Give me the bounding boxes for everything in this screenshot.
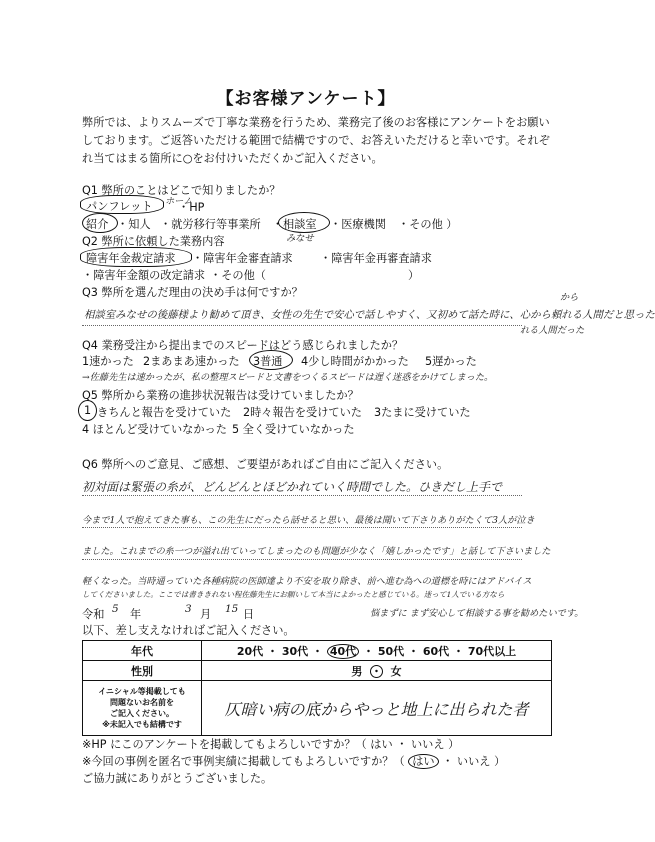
initial-label — [83, 681, 202, 736]
q4-option-3[interactable]: 3普通 — [253, 355, 283, 368]
q1-option-hp[interactable]: ・HP — [178, 201, 205, 214]
gender-options — [202, 661, 552, 681]
age-sep-3: ・ — [363, 644, 374, 658]
intro-text: 弊所では、よりスムーズで丁寧な業務を行うため、業務完了後のお客様にアンケートをお願いしております。ご返答いただける範囲で結構ですので、お答えいただけると幸いです。それぞれ当てはまる箇所に○をお付けいただくかご記入ください。 — [82, 116, 550, 165]
table-row-age — [83, 641, 552, 661]
q5-option-2[interactable]: 2時々報告を受けていた — [243, 406, 362, 419]
q2-initial-circle — [80, 247, 192, 267]
gender-female[interactable]: 女 — [390, 664, 402, 678]
date-year[interactable]: 5 — [112, 603, 119, 615]
q5-question: Q5 弊所から業務の進捗状況報告は受けていましたか？ — [82, 389, 359, 402]
date-month-label: 月 — [200, 608, 212, 621]
age-30[interactable]: 30代 — [281, 644, 309, 658]
q4-answer: →佐藤先生は速かったが、私の整理スピードと文書をつくるスピードは遅く迷惑をかけてしまった。 — [82, 372, 494, 383]
consent-hp[interactable]: ※HP にこのアンケートを掲載してもよろしいですか？（ はい ・ いいえ ） — [82, 738, 460, 751]
q3-answer-insert: から — [560, 292, 579, 303]
age-sep-2: ・ — [312, 644, 323, 658]
q3-answer: 相談室みなせの後藤様より勧めて頂き、女性の先生で安心で話しやすく、又初めて話た時に、心から頼れる人間だと思った — [84, 309, 655, 321]
q2-option-revision[interactable]: ・障害年金額の改定請求 — [82, 269, 206, 282]
q6-rule-2 — [82, 527, 522, 528]
q5-option-4[interactable]: 4 ほとんど受けていなかった — [82, 423, 227, 436]
initial-answer-cell[interactable] — [202, 681, 552, 736]
date-day[interactable]: 15 — [225, 603, 239, 615]
instruction-text: 以下、差し支えなければご記入ください。 — [82, 624, 295, 637]
q4-option-3-circle — [249, 350, 293, 370]
q3-answer-line — [82, 325, 522, 326]
q1-option-referral[interactable]: 紹介 — [86, 218, 109, 231]
q1-option-employment[interactable]: ・就労移行等事業所 — [160, 218, 261, 231]
initial-label-line-2: 問題ないお名前を — [110, 698, 174, 707]
consent-case — [82, 753, 505, 769]
q1-question: Q1 弊所のことはどこで知りましたか？ — [82, 184, 281, 197]
q3-question: Q3 弊所を選んだ理由の決め手は何ですか？ — [82, 286, 303, 299]
age-20[interactable]: 20代 — [236, 644, 264, 658]
date-month[interactable]: 3 — [185, 603, 192, 615]
age-label: 年代 — [83, 641, 202, 661]
q4-question: Q4 業務受注から提出までのスピードはどう感じられましたか？ — [82, 339, 404, 352]
profile-table — [82, 640, 552, 736]
page-title: 【お客様アンケート】 — [216, 89, 396, 109]
q3-answer-end: れる人間だった — [520, 325, 585, 336]
q1-separator: ・ — [272, 218, 284, 231]
q2-option-initial[interactable]: 障害年金裁定請求 — [86, 252, 176, 265]
q4-option-1[interactable]: 1速かった — [82, 355, 134, 368]
consent-case-sep: ・ — [442, 755, 454, 768]
consent-case-text: ※今回の事例を匿名で事例実績に掲載してもよろしいですか？（ — [82, 755, 405, 768]
q5-option-1[interactable]: きちんと報告を受けていた — [97, 406, 232, 419]
table-row-gender — [83, 661, 552, 681]
q1-hand-name: みなせ — [286, 233, 314, 244]
age-options — [202, 641, 552, 661]
q6-line-2: 今まで1人で抱えてきた事も、この先生にだったら話せると思い、最後は聞いて下さりありがたくて3人が泣き — [82, 515, 535, 526]
gender-label: 性別 — [83, 661, 202, 681]
initial-answer[interactable]: 仄暗い病の底からやっと地上に出られた者 — [224, 699, 529, 719]
initial-label-line-1: イニシャル等掲載しても — [98, 687, 186, 696]
q1-option-medical[interactable]: ・医療機関 — [330, 218, 386, 231]
q6-line-3: ました。これまでの糸一つが溢れ出ていってしまったのも問題が少なく「嬉しかったです」と話して下さいました — [82, 546, 551, 557]
date-era: 令和 — [82, 608, 105, 621]
age-sep-5: ・ — [453, 644, 464, 658]
q6-line-4: 軽くなった。当時通っていた各種病院の医師達より不安を取り除き、前へ進む為への道標を時にはアドバイス — [82, 576, 532, 587]
q5-option-3[interactable]: 3たまに受けていた — [374, 406, 471, 419]
q5-option-1-circle — [78, 400, 97, 421]
q6-rule-3 — [82, 559, 522, 560]
q4-option-5[interactable]: 5遅かった — [425, 355, 477, 368]
gender-sep[interactable]: ・ — [371, 664, 382, 678]
table-row-initial — [83, 681, 552, 736]
q6-rule-1 — [82, 495, 522, 496]
q1-option-counseling[interactable]: 相談室 — [283, 218, 317, 231]
consent-case-yes[interactable]: はい — [408, 754, 438, 769]
q2-option-other[interactable]: ・その他（ — [210, 269, 266, 282]
q1-option-acquaintance[interactable]: ・知人 — [117, 218, 151, 231]
q2-option-other-close: ） — [408, 269, 420, 282]
age-60[interactable]: 60代 — [422, 644, 450, 658]
date-day-label: 日 — [243, 608, 255, 621]
initial-label-line-3: ご記入ください。 — [110, 709, 174, 718]
q2-question: Q2 弊所に依頼した業務内容 — [82, 235, 225, 248]
q1-option-pamphlet[interactable]: パンフレット — [86, 200, 153, 213]
age-sep-1: ・ — [267, 644, 278, 658]
q6-line-1: 初対面は緊張の糸が、どんどんとほどかれていく時間でした。ひきだし上手で — [82, 480, 503, 494]
q6-line-5: してくださいました。ここでは書ききれない程佐藤先生にお願いして本当によかったと感じている。迷って1人でいる方なら — [82, 590, 505, 599]
age-70[interactable]: 70代以上 — [467, 644, 517, 658]
q2-option-rereview[interactable]: ・障害年金再審査請求 — [320, 252, 432, 265]
q4-option-2[interactable]: 2まあまあ速かった — [143, 355, 240, 368]
age-50[interactable]: 50代 — [377, 644, 405, 658]
q6-line-6: 悩まずに まず安心して相談する事を勧めたいです。 — [370, 608, 584, 619]
date-year-label: 年 — [130, 608, 142, 621]
q1-option-other[interactable]: ・その他 ） — [398, 218, 458, 231]
q1-referral-circle — [82, 213, 118, 233]
initial-label-line-4: ※未記入でも結構です — [102, 720, 182, 729]
consent-case-close: ） — [494, 755, 506, 768]
q5-option-5[interactable]: 5 全く受けていなかった — [232, 423, 355, 436]
gender-male[interactable]: 男 — [351, 664, 363, 678]
age-sep-4: ・ — [408, 644, 419, 658]
q5-option-1-num[interactable]: 1 — [84, 404, 92, 417]
q1-hand-note: ホーム — [165, 196, 193, 207]
q2-option-review[interactable]: ・障害年金審査請求 — [192, 252, 293, 265]
age-40[interactable]: 40代 — [327, 644, 359, 659]
consent-case-no[interactable]: いいえ — [456, 755, 491, 768]
q1-pamphlet-circle — [80, 195, 164, 214]
q4-option-4[interactable]: 4少し時間がかかった — [301, 355, 409, 368]
q6-question: Q6 弊所へのご意見、ご感想、ご要望があればご自由にご記入ください。 — [82, 458, 449, 471]
thanks-text: ご協力誠にありがとうございました。 — [82, 772, 273, 785]
